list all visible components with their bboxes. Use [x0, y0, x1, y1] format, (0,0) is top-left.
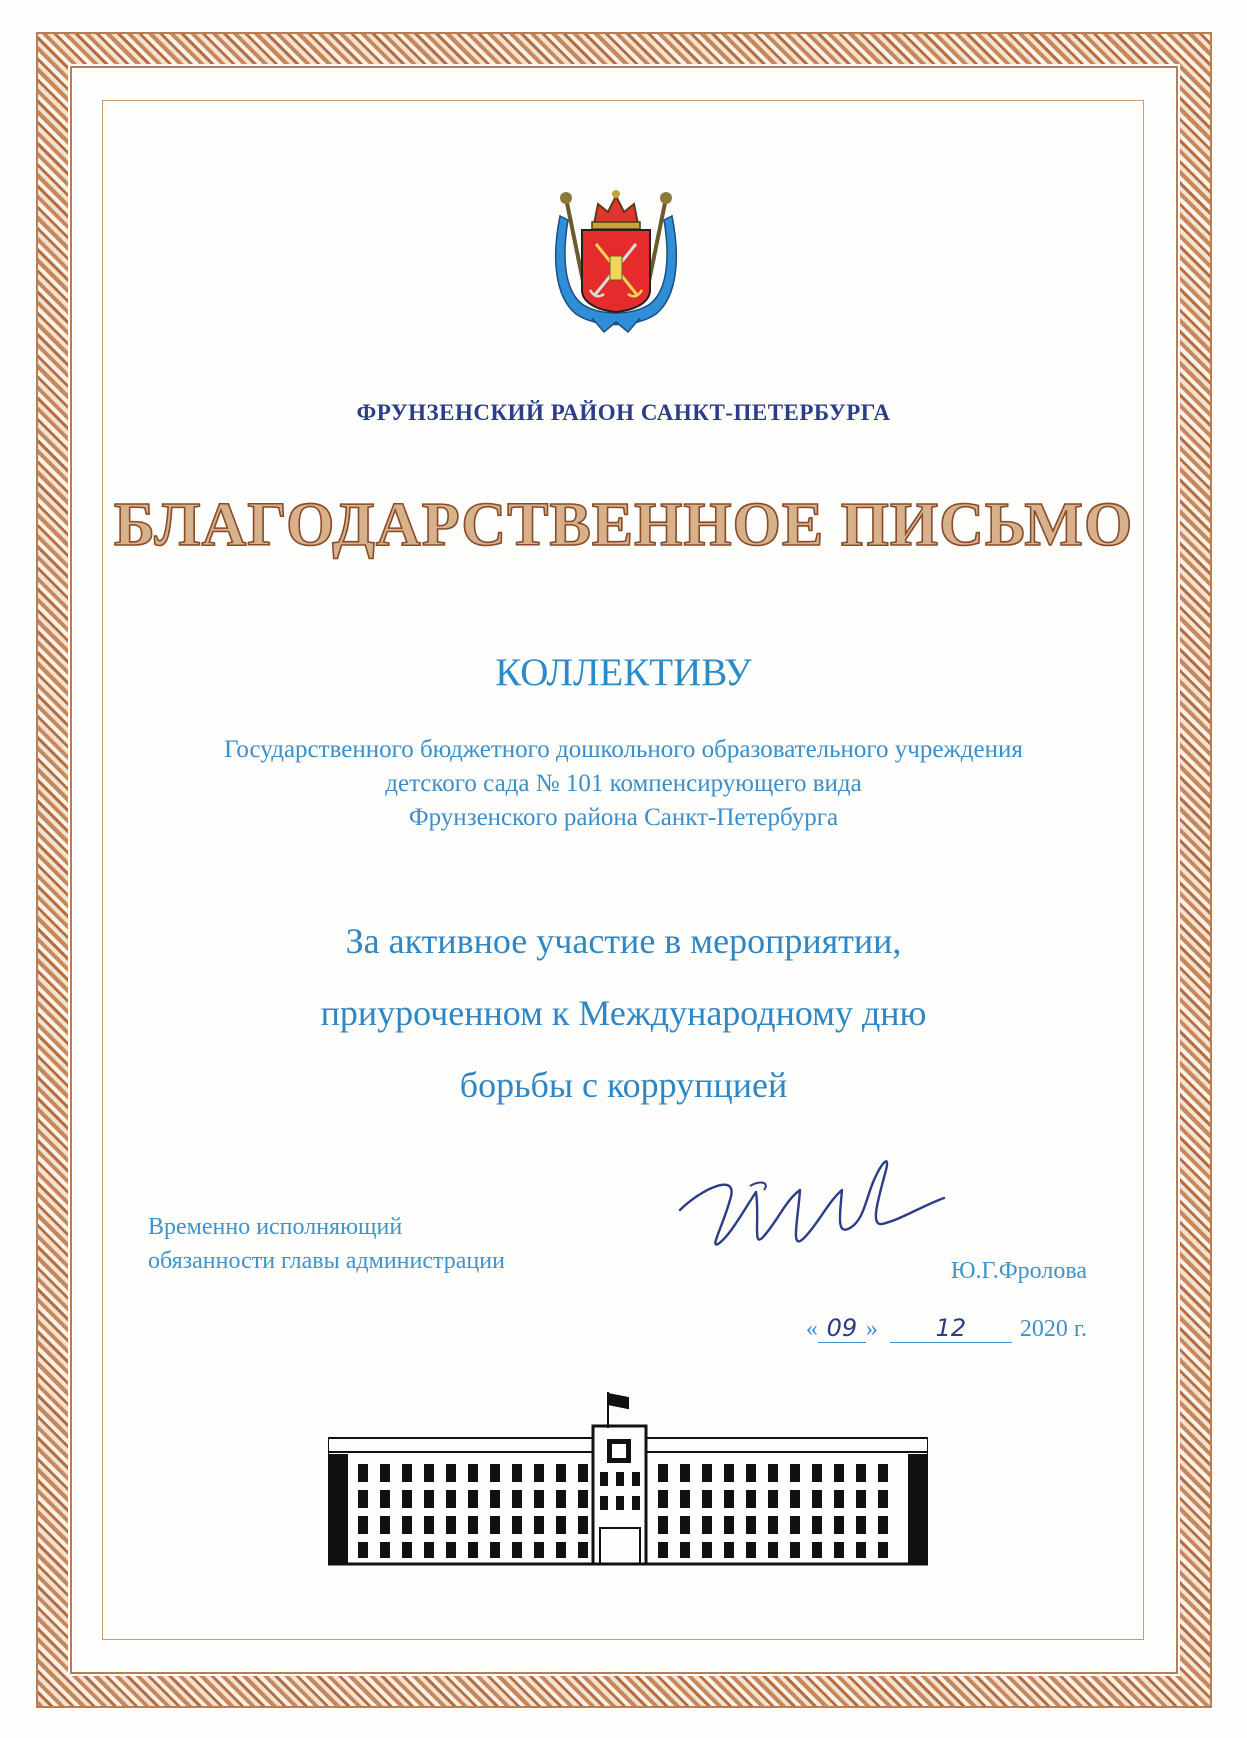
organization-line: Государственного бюджетного дошкольного образовательного учреждения: [224, 736, 1023, 763]
organization-line: детского сада № 101 компенсирующего вида: [385, 770, 862, 797]
date-quote-close: »: [865, 1316, 878, 1342]
reason-line: борьбы с коррупцией: [459, 1065, 788, 1105]
signer-name: Ю.Г.Фролова: [950, 1258, 1087, 1284]
date-day: 09: [818, 1316, 866, 1343]
coat-of-arms-icon: [546, 186, 686, 336]
position-line: обязанности главы администрации: [148, 1248, 505, 1274]
position-line: Временно исполняющий: [148, 1214, 403, 1240]
recipient-heading: КОЛЛЕКТИВУ: [495, 651, 752, 694]
organization-line: Фрунзенского района Санкт-Петербурга: [408, 804, 839, 831]
signature-icon: [660, 1140, 960, 1270]
signer-position: [148, 1210, 505, 1278]
organization-name: [100, 733, 1147, 835]
building-icon: [328, 1388, 928, 1568]
certificate-title: БЛАГОДАРСТВЕННОЕ ПИСЬМО: [113, 491, 1134, 559]
date-quote-open: «: [805, 1316, 818, 1342]
district-heading: ФРУНЗЕНСКИЙ РАЙОН САНКТ-ПЕТЕРБУРГА: [356, 400, 891, 425]
date-year: 2020 г.: [1019, 1316, 1087, 1342]
reason-line: приуроченном к Международному дню: [320, 993, 927, 1033]
reason-line: За активное участие в мероприятии,: [345, 921, 902, 961]
award-reason: [100, 905, 1147, 1121]
date-line: [806, 1316, 1087, 1343]
date-month: 12: [890, 1316, 1012, 1343]
